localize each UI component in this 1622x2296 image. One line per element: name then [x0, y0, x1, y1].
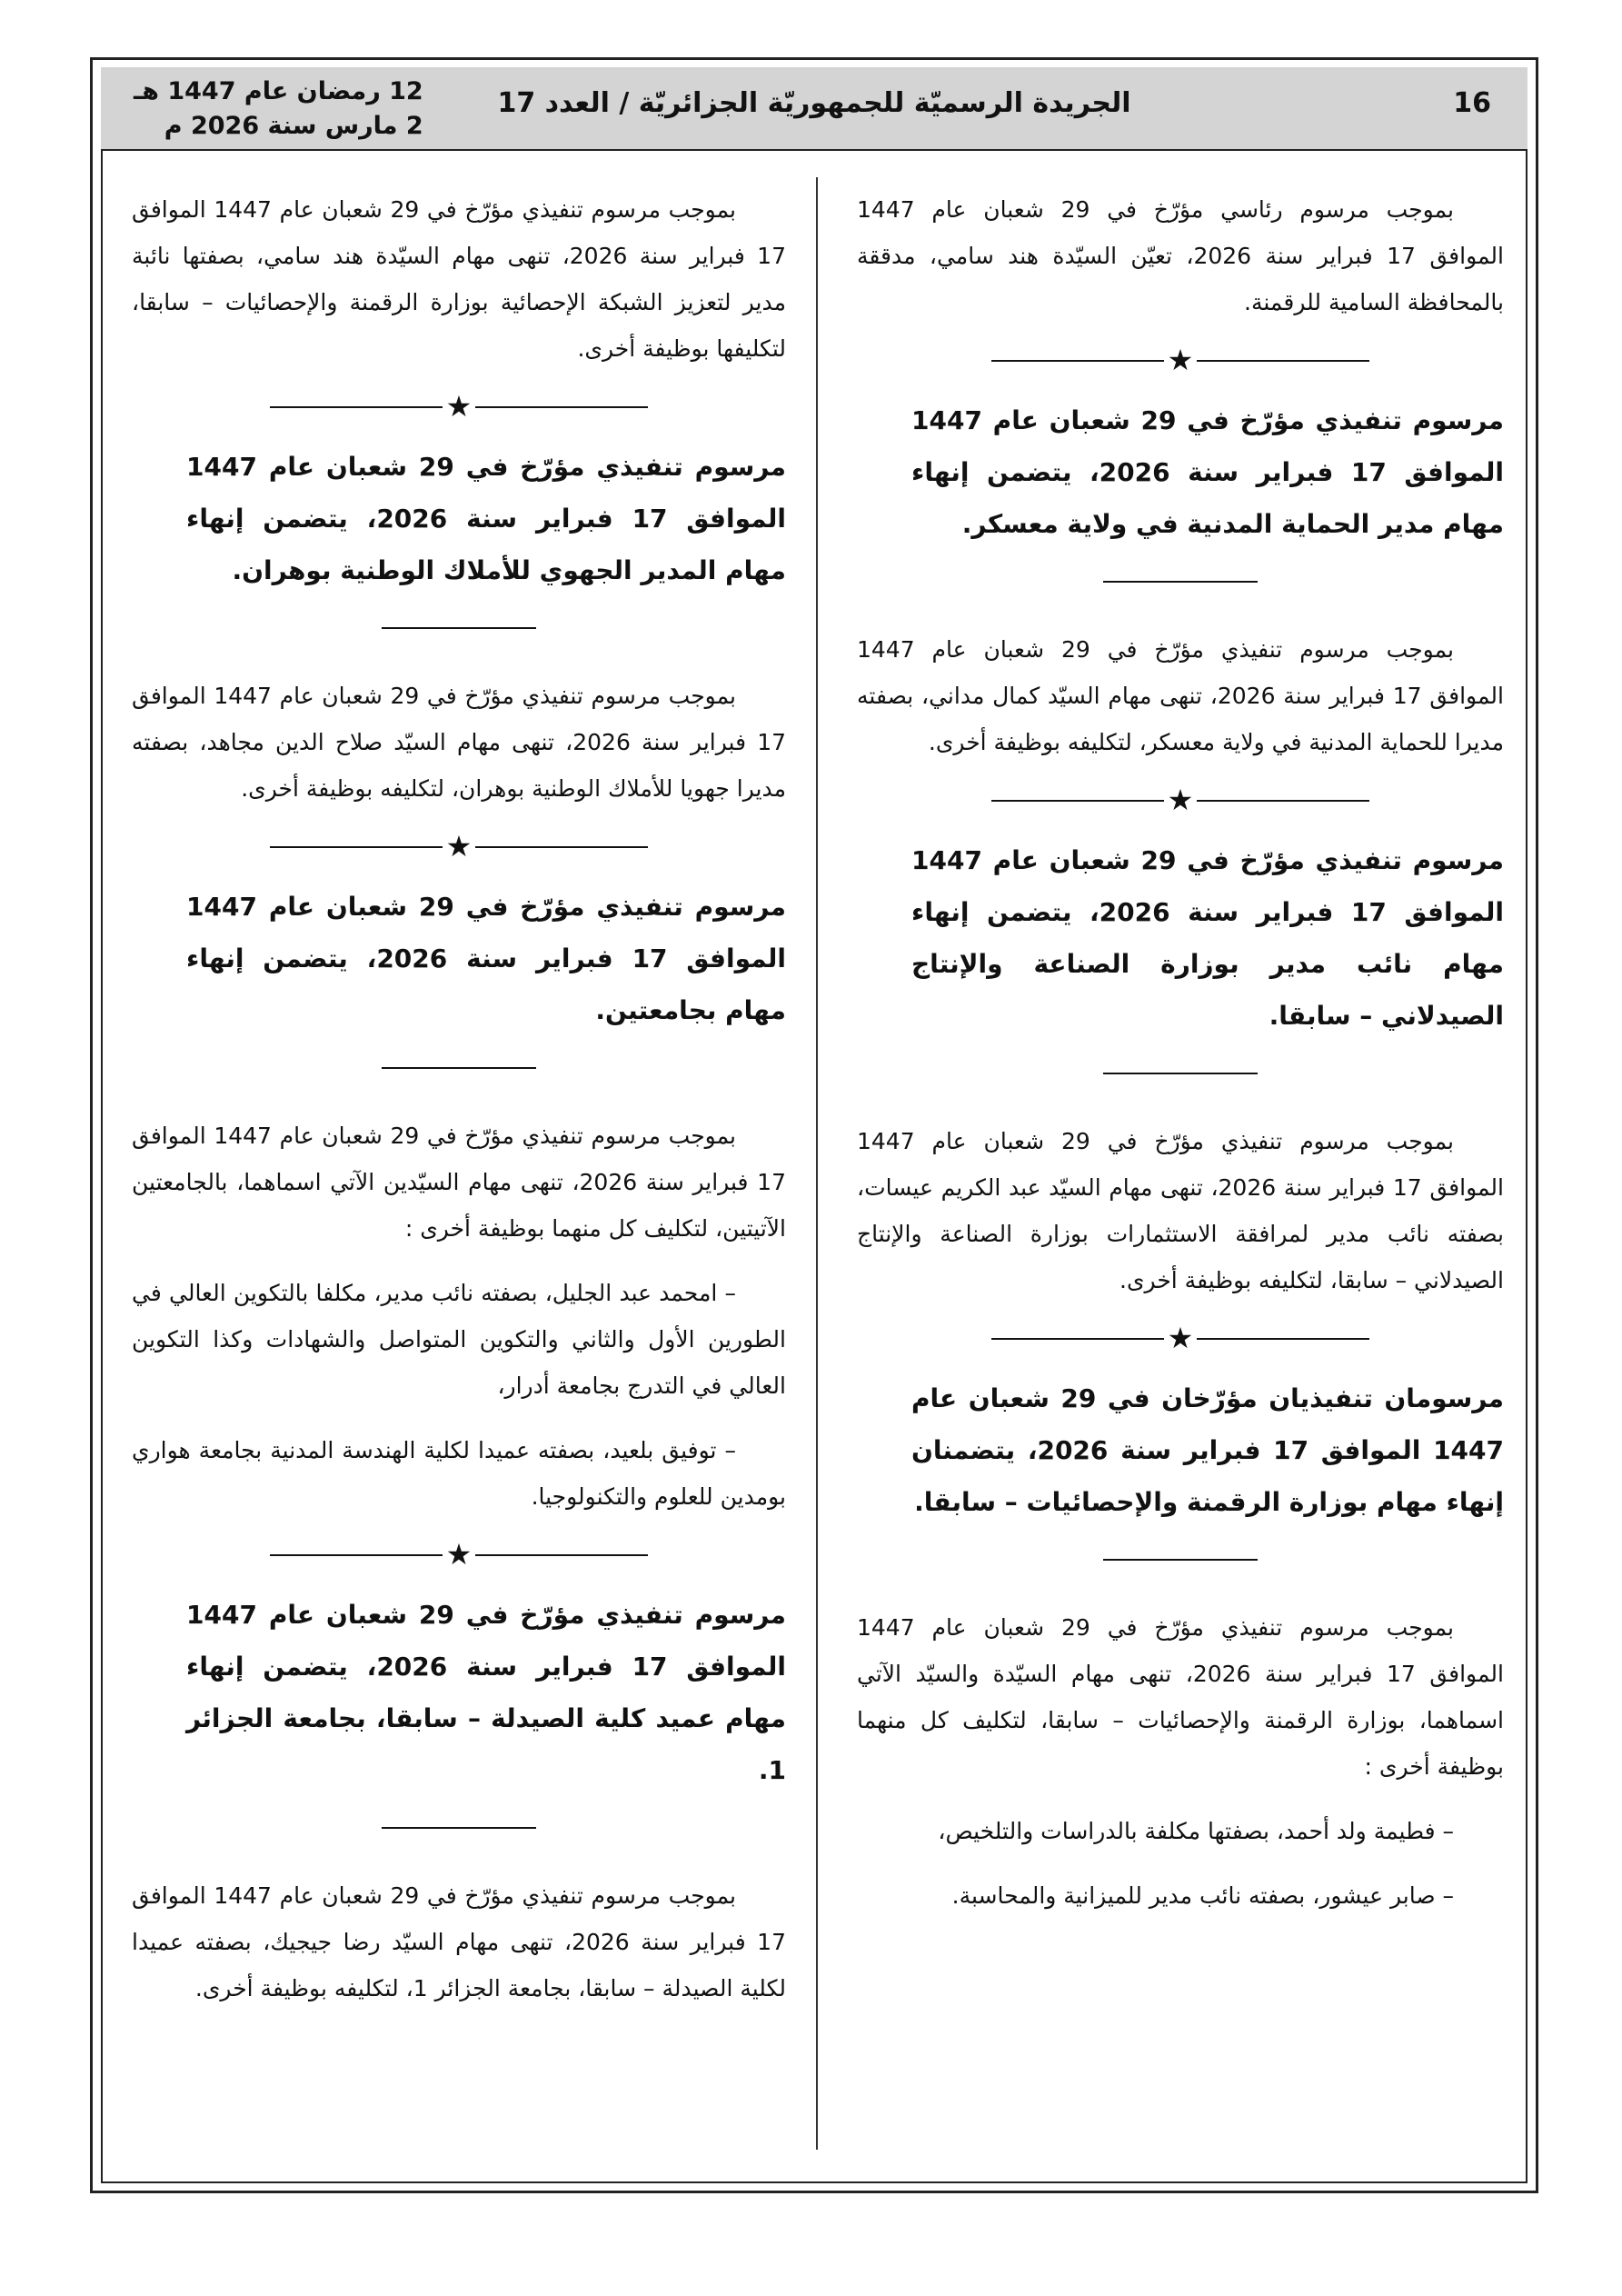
- line-separator: [1103, 1073, 1258, 1074]
- star-separator: [857, 782, 1504, 818]
- column-divider: [816, 177, 818, 2150]
- star-icon: ★: [445, 389, 473, 424]
- star-separator: [857, 342, 1504, 378]
- star-separator: [132, 828, 786, 864]
- decree-heading: مرسوم تنفيذي مؤرّخ في 29 شعبان عام 1447 الموافق 17 فبراير سنة 2026، يتضمن إنهاء مهام مدير الحماية المدنية في ولاية معسكر.: [911, 405, 1505, 539]
- star-separator: [132, 1536, 786, 1572]
- line-separator: [382, 1067, 536, 1069]
- star-separator: [857, 1320, 1504, 1356]
- decree-text: بموجب مرسوم تنفيذي مؤرّخ في 29 شعبان عام 1447 الموافق 17 فبراير سنة 2026، تنهى مهام السيّدين الآتي اسماهما، بالجامعتين الآتيتين، لتكليف كل منهما بوظيفة أخرى :: [132, 1123, 786, 1242]
- star-icon: ★: [445, 829, 473, 863]
- star-separator: [132, 388, 786, 424]
- date-hijri: 12 رمضان عام 1447 هـ: [134, 77, 423, 105]
- decree-heading: مرسوم تنفيذي مؤرّخ في 29 شعبان عام 1447 الموافق 17 فبراير سنة 2026، يتضمن إنهاء مهام المدير الجهوي للأملاك الوطنية بوهران.: [186, 452, 787, 585]
- decree-text: بموجب مرسوم تنفيذي مؤرّخ في 29 شعبان عام 1447 الموافق 17 فبراير سنة 2026، تنهى مهام السيّد عبد الكريم عيسات، بصفته نائب مدير لمرافقة الاستثمارات بوزارة الصناعة والإنتاج الصيدلاني – سابقا، لتكليفه بوظيفة أخرى.: [857, 1128, 1504, 1293]
- decree-text: بموجب مرسوم تنفيذي مؤرّخ في 29 شعبان عام 1447 الموافق 17 فبراير سنة 2026، تنهى مهام السيّدة والسيّد الآتي اسماهما، بوزارة الرقمنة والإحصائيات – سابقا، لتكليف كل منهما بوظيفة أخرى :: [857, 1614, 1504, 1780]
- star-icon: ★: [1167, 343, 1194, 377]
- star-icon: ★: [1167, 783, 1194, 817]
- decree-heading: مرسوم تنفيذي مؤرّخ في 29 شعبان عام 1447 الموافق 17 فبراير سنة 2026، يتضمن إنهاء مهام بجامعتين.: [186, 892, 787, 1025]
- line-separator: [382, 627, 536, 629]
- right-column: [857, 186, 1504, 1919]
- issue-date: [134, 75, 423, 144]
- left-column: [132, 186, 786, 2011]
- decree-text: بموجب مرسوم تنفيذي مؤرّخ في 29 شعبان عام 1447 الموافق 17 فبراير سنة 2026، تنهى مهام السيّد رضا جيجيك، بصفته عميدا لكلية الصيدلة – سابقا، بجامعة الجزائر 1، لتكليفه بوظيفة أخرى.: [132, 1882, 786, 2002]
- star-icon: ★: [445, 1537, 473, 1572]
- list-item: – امحمد عبد الجليل، بصفته نائب مدير، مكلفا بالتكوين العالي في الطورين الأول والثاني والتكوين المتواصل والشهادات وكذا التكوين العالي في التدرج بجامعة أدرار،: [132, 1280, 786, 1399]
- decree-text: بموجب مرسوم رئاسي مؤرّخ في 29 شعبان عام 1447 الموافق 17 فبراير سنة 2026، تعيّن السيّدة هند سامي، مدققة بالمحافظة السامية للرقمنة.: [857, 196, 1504, 315]
- page-number: 16: [1453, 87, 1491, 119]
- list-item: – فطيمة ولد أحمد، بصفتها مكلفة بالدراسات والتلخيص،: [938, 1818, 1454, 1844]
- gazette-title: الجريدة الرسميّة للجمهوريّة الجزائريّة / العدد 17: [497, 87, 1131, 119]
- decree-text: بموجب مرسوم تنفيذي مؤرّخ في 29 شعبان عام 1447 الموافق 17 فبراير سنة 2026، تنهى مهام السيّد كمال مداني، بصفته مديرا للحماية المدنية في ولاية معسكر، لتكليفه بوظيفة أخرى.: [857, 636, 1504, 755]
- decree-text: بموجب مرسوم تنفيذي مؤرّخ في 29 شعبان عام 1447 الموافق 17 فبراير سنة 2026، تنهى مهام السيّد صلاح الدين مجاهد، بصفته مديرا جهويا للأملاك الوطنية بوهران، لتكليفه بوظيفة أخرى.: [132, 683, 786, 802]
- decree-text: بموجب مرسوم تنفيذي مؤرّخ في 29 شعبان عام 1447 الموافق 17 فبراير سنة 2026، تنهى مهام السيّدة هند سامي، بصفتها نائبة مدير لتعزيز الشبكة الإحصائية بوزارة الرقمنة والإحصائيات – سابقا، لتكليفها بوظيفة أخرى.: [132, 196, 786, 362]
- date-gregorian: 2 مارس سنة 2026 م: [164, 112, 423, 140]
- decree-heading: مرسومان تنفيذيان مؤرّخان في 29 شعبان عام 1447 الموافق 17 فبراير سنة 2026، يتضمنان إنهاء مهام بوزارة الرقمنة والإحصائيات – سابقا.: [911, 1383, 1505, 1517]
- line-separator: [1103, 1559, 1258, 1561]
- star-icon: ★: [1167, 1321, 1194, 1355]
- page-header: [101, 67, 1527, 151]
- list-item: – صابر عيشور، بصفته نائب مدير للميزانية والمحاسبة.: [951, 1882, 1454, 1909]
- line-separator: [382, 1827, 536, 1829]
- decree-heading: مرسوم تنفيذي مؤرّخ في 29 شعبان عام 1447 الموافق 17 فبراير سنة 2026، يتضمن إنهاء مهام نائب مدير بوزارة الصناعة والإنتاج الصيدلاني – سابقا.: [911, 845, 1505, 1031]
- decree-heading: مرسوم تنفيذي مؤرّخ في 29 شعبان عام 1447 الموافق 17 فبراير سنة 2026، يتضمن إنهاء مهام عميد كلية الصيدلة – سابقا، بجامعة الجزائر 1.: [186, 1600, 787, 1785]
- line-separator: [1103, 581, 1258, 583]
- list-item: – توفيق بلعيد، بصفته عميدا لكلية الهندسة المدنية بجامعة هواري بومدين للعلوم والتكنولوجيا.: [132, 1437, 786, 1510]
